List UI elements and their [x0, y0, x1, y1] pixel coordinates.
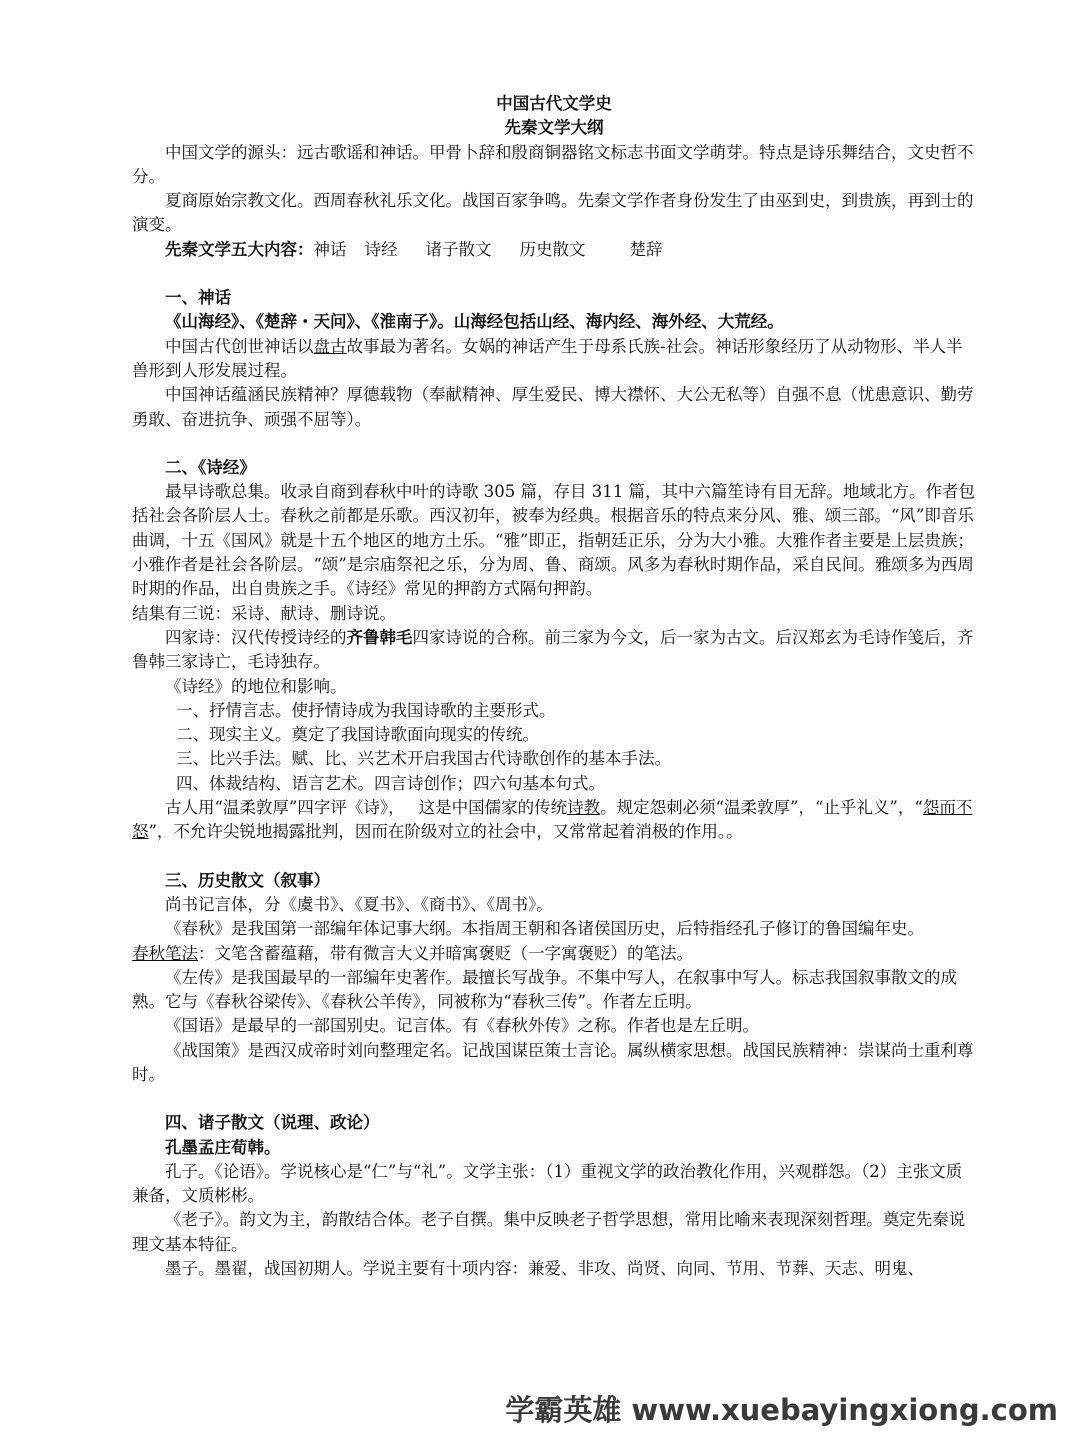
- myth-paragraph-2: 中国神话蕴涵民族精神？厚德载物（奉献精神、厚生爱民、博大襟怀、大公无私等）自强不息（忧患意识、勤劳勇敢、奋进抗争、顽强不屈等）。: [132, 385, 974, 429]
- myth-paragraph-1: [132, 335, 976, 384]
- text-run: 古人用“温柔敦厚”四字评《诗》，: [165, 798, 405, 818]
- shijing-influence-item: 二、现实主义。奠定了我国诗歌面向现实的传统。: [176, 725, 539, 745]
- shijing-paragraph-3: [132, 626, 976, 675]
- underlined-term: 怨而不怒: [132, 798, 973, 842]
- shijing-influence-item: 一、抒情言志。使抒情诗成为我国诗歌的主要形式。: [176, 700, 556, 720]
- site-watermark: 学霸英雄 www.xuebayingxiong.com: [505, 1393, 1058, 1427]
- section-heading-myths: 一、神话: [165, 288, 231, 308]
- history-paragraph-6: 《战国策》是西汉成帝时刘向整理定名。记战国谋臣策士言论。属纵横家思想。战国民族精神：崇谋尚士重利尊时。: [132, 1040, 974, 1084]
- underlined-term: 春秋笔法: [132, 943, 198, 963]
- text-run: 。规定怨刺必须“温柔敦厚”，“止乎礼义”，“: [600, 798, 923, 818]
- five-contents-item: 楚辞: [629, 239, 663, 259]
- text-run: 四家诗：汉代传授诗经的: [165, 627, 347, 647]
- document-page: [132, 92, 976, 1281]
- five-contents-item: 历史散文: [519, 239, 586, 259]
- five-contents-item: 诗经: [364, 239, 398, 259]
- shijing-paragraph-2: 结集有三说：采诗、献诗、删诗说。: [132, 603, 396, 623]
- five-contents-item: 诸子散文: [425, 239, 492, 259]
- myth-books-line: 《山海经》、《楚辞・天问》、《淮南子》。山海经包括山经、海内经、海外经、大荒经。: [165, 312, 784, 332]
- text-run: 故事最为著名。女娲的神话产生于母系氏族-社会。神话形象经历了从动物形、半人半兽形到人形发展过程。: [132, 336, 963, 380]
- underlined-term: 诗教: [567, 798, 601, 818]
- five-contents-line: [132, 238, 976, 262]
- bold-term: 齐鲁韩毛: [346, 627, 413, 647]
- intro-paragraph-1: 中国文学的源头：远古歌谣和神话。甲骨卜辞和殷商铜器铭文标志书面文学萌芽。特点是诗乐舞结合，文史哲不分。: [132, 142, 974, 186]
- history-paragraph-2: 《春秋》是我国第一部编年体记事大纲。本指周王朝和各诸侯国历史，后特指经孔子修订的鲁国编年史。: [165, 919, 924, 939]
- history-paragraph-4: 《左传》是我国最早的一部编年史著作。最擅长写战争。不集中写人，在叙事中写人。标志我国叙事散文的成熟。它与《春秋谷梁传》、《春秋公羊传》，同被称为“春秋三传”。作者左丘明。: [132, 967, 957, 1012]
- text-run: 四家诗说的合称。前三家为今文，后一家为古文。后汉郑玄为毛诗作笺后，齐鲁韩三家诗亡，毛诗独存。: [132, 627, 974, 672]
- shijing-influence-item: 三、比兴手法。赋、比、兴艺术开启我国古代诗歌创作的基本手法。: [176, 749, 671, 769]
- shijing-influence-heading: 《诗经》的地位和影响。: [165, 676, 347, 696]
- history-paragraph-3: [132, 942, 976, 966]
- text-run: ：文笔含蓄蕴藉，带有微言大义并暗寓褒贬（一字寓褒贬）的笔法。: [198, 943, 693, 963]
- section-heading-philosophers-prose: 四、诸子散文（说理、政论）: [165, 1113, 380, 1133]
- intro-paragraph-2: 夏商原始宗教文化。西周春秋礼乐文化。战国百家争鸣。先秦文学作者身份发生了由巫到史，到贵族，再到士的演变。: [132, 191, 974, 235]
- shijing-influence-item: 四、体裁结构、语言艺术。四言诗创作；四六句基本句式。: [176, 773, 605, 793]
- philosophers-paragraph-1: 孔子。《论语》。学说核心是“仁”与“礼”。文学主张：（1）重视文学的政治教化作用，兴观群怨。（2）主张文质兼备，文质彬彬。: [132, 1161, 963, 1206]
- philosophers-paragraph-3: 墨子。墨翟，战国初期人。学说主要有十项内容：兼爱、非攻、尚贤、向同、节用、节葬、天志、明鬼、: [165, 1259, 924, 1279]
- five-contents-label: 先秦文学五大内容：: [165, 239, 314, 259]
- shijing-paragraph-5: [132, 796, 976, 845]
- philosophers-paragraph-2: 《老子》。韵文为主，韵散结合体。老子自撰。集中反映老子哲学思想，常用比喻来表现深刻哲理。奠定先秦说理文基本特征。: [132, 1210, 966, 1254]
- text-run: 中国古代创世神话以: [165, 336, 314, 356]
- philosophers-list: 孔墨孟庄荀韩。: [165, 1137, 281, 1157]
- shijing-paragraph-1: 最早诗歌总集。收录自商到春秋中叶的诗歌 305 篇，存目 311 篇，其中六篇笙诗有目无辞。地域北方。作者包括社会各阶层人士。春秋之前都是乐歌。西汉初年，被奉为经典。根据音乐的特点来分风、雅、颂三部。“风”即音乐曲调，十五《国风》就是十五个地区的地方土乐。“雅”即正，指朝廷正乐，分为大小雅。大雅作者主要是上层贵族；小雅作者是社会各阶层。“颂”是宗庙祭祀之乐，分为周、鲁、商颂。风多为春秋时期作品，采自民间。雅颂多为西周时期的作品，出自贵族之手。《诗经》常见的押韵方式隔句押韵。: [132, 482, 975, 599]
- history-paragraph-1: 尚书记言体，分《虞书》、《夏书》、《商书》、《周书》。: [165, 894, 553, 914]
- document-subtitle: 先秦文学大纲: [504, 118, 604, 138]
- five-contents-item: 神话: [313, 239, 347, 259]
- text-run: 这是中国儒家的传统: [418, 798, 568, 818]
- text-run: ”，不允许尖锐地揭露批判，因而在阶级对立的社会中，又常常起着消极的作用。。: [148, 822, 743, 842]
- document-title: 中国古代文学史: [496, 94, 612, 113]
- section-heading-shijing: 二、《诗经》: [165, 457, 256, 477]
- section-heading-historical-prose: 三、历史散文（叙事）: [165, 870, 330, 890]
- history-paragraph-5: 《国语》是最早的一部国别史。记言体。有《春秋外传》之称。作者也是左丘明。: [165, 1016, 759, 1036]
- underlined-term: 盘古: [313, 336, 347, 356]
